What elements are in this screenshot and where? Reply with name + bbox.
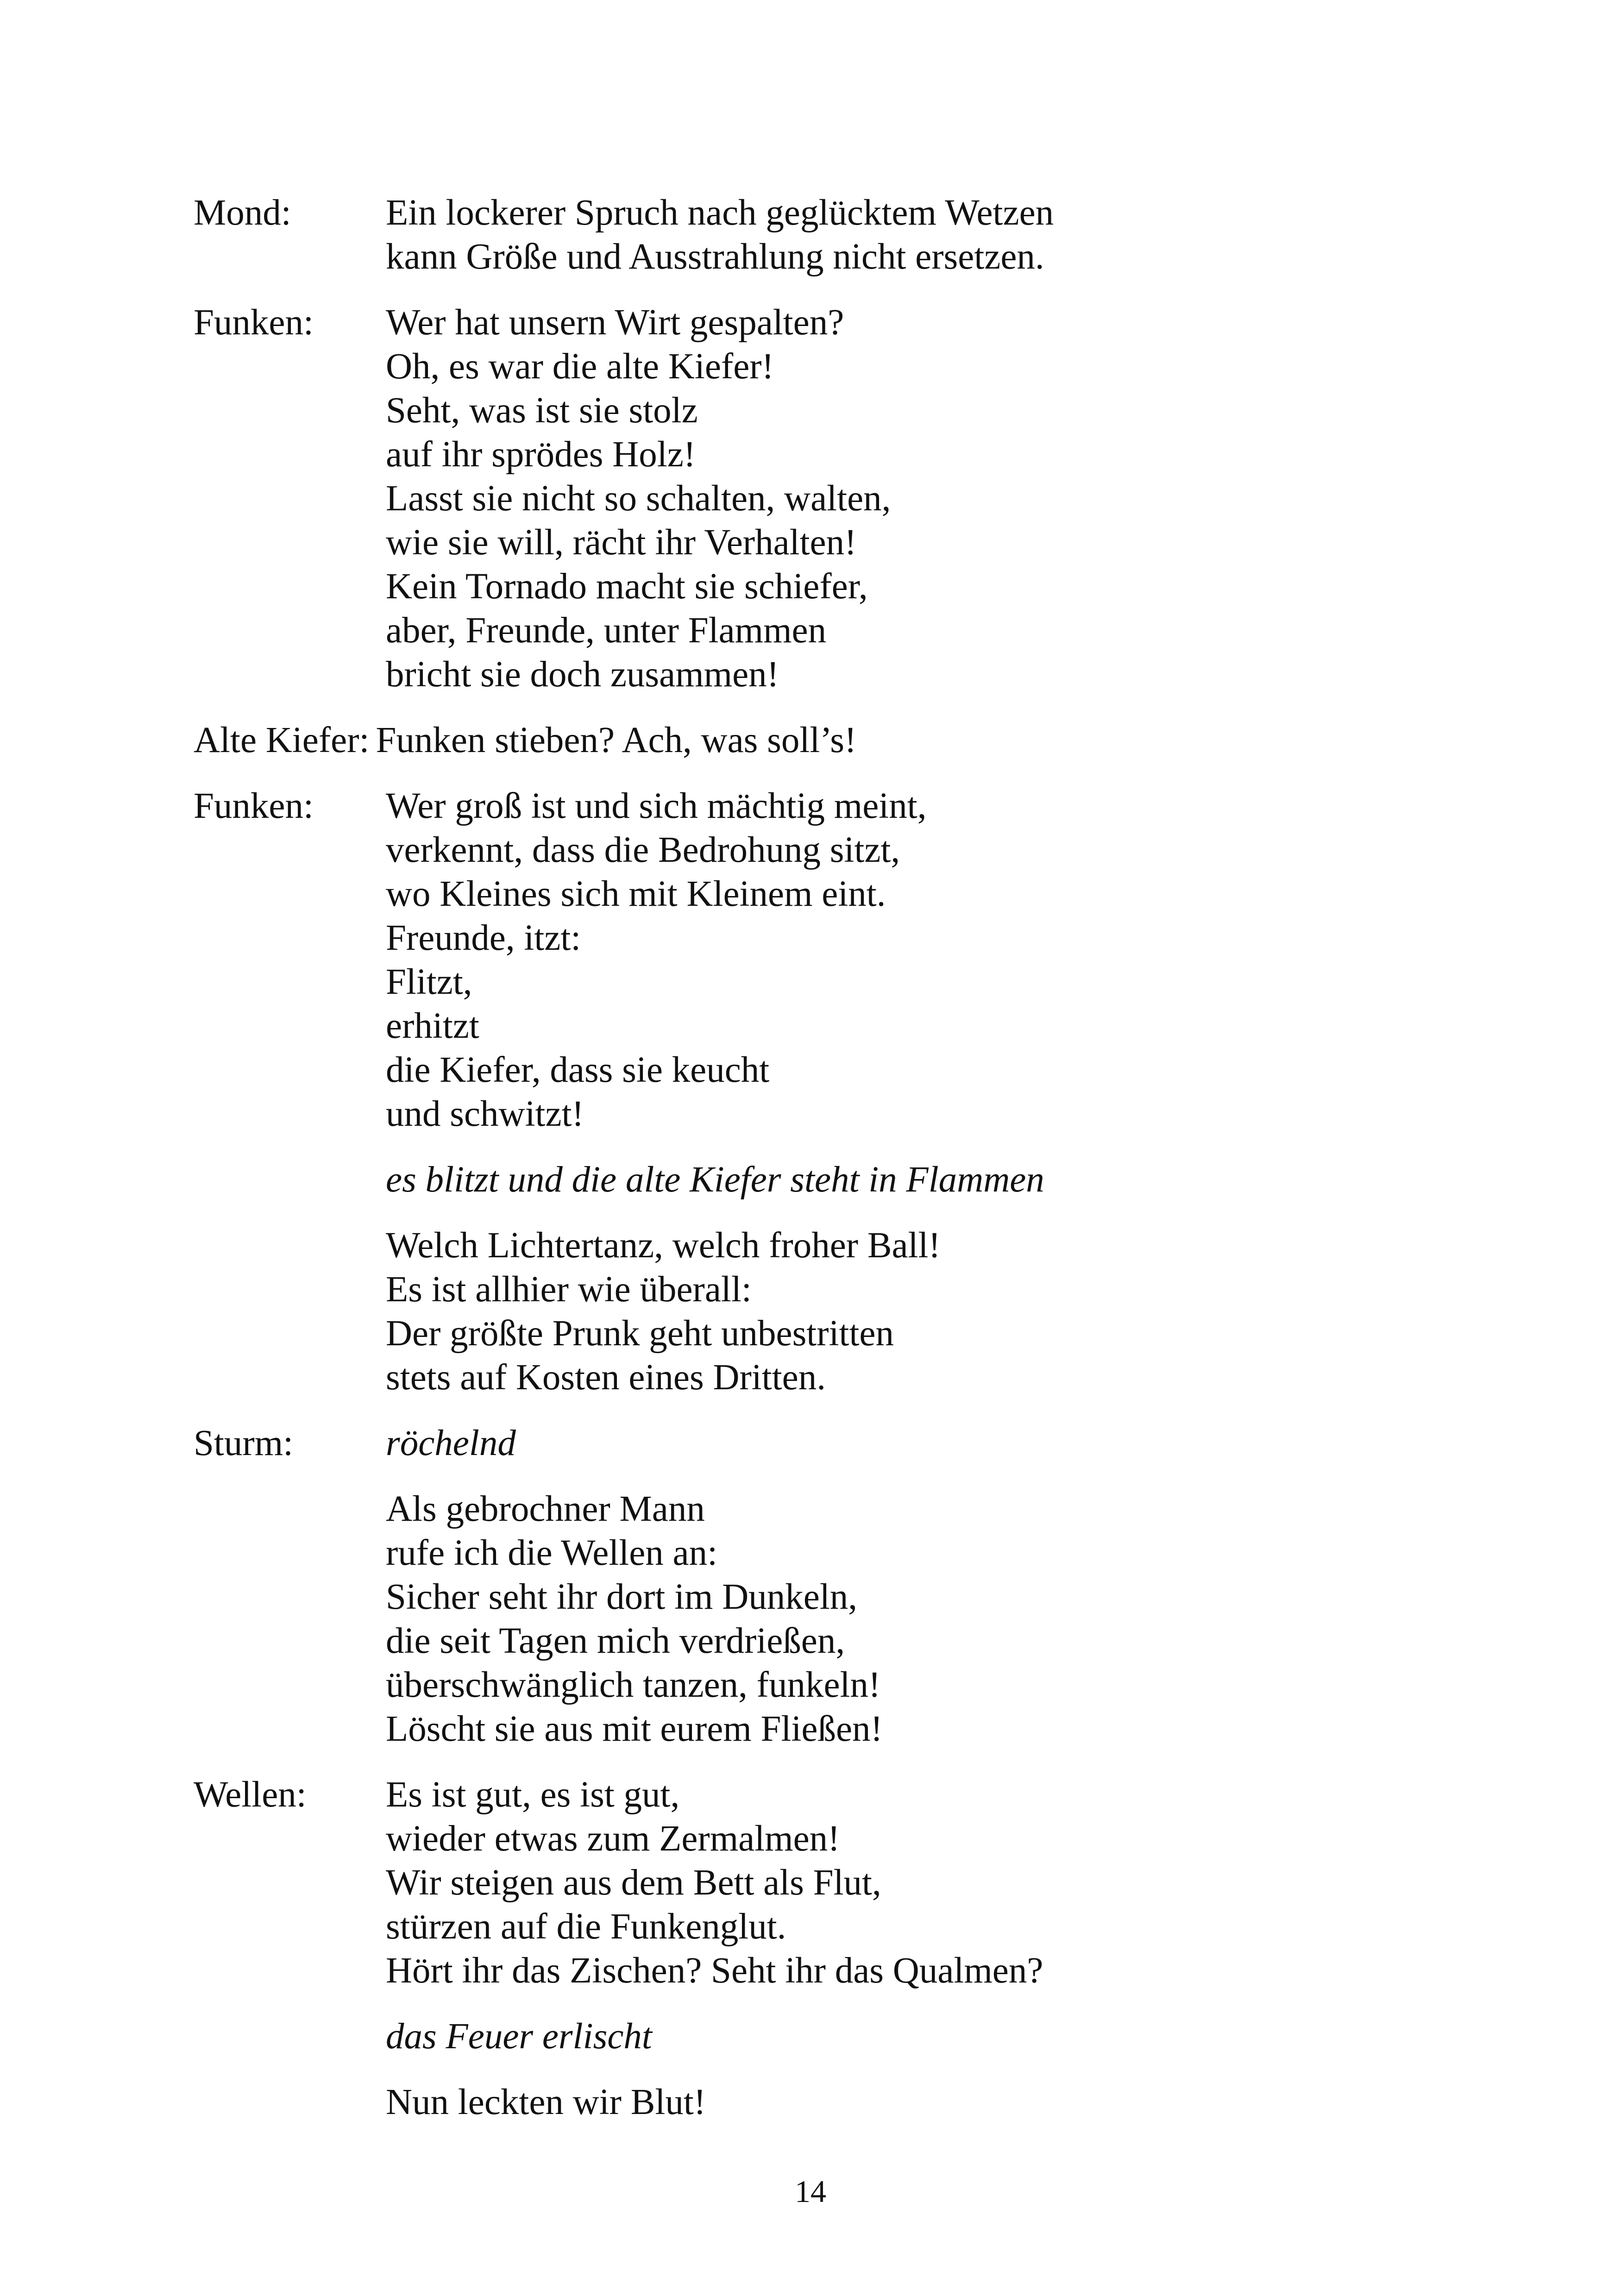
stage-direction: röchelnd xyxy=(386,1423,516,1463)
verse-line: auf ihr sprödes Holz! xyxy=(386,434,696,475)
verse-line: bricht sie doch zusammen! xyxy=(386,654,779,695)
verse-line: Sicher seht ihr dort im Dunkeln, xyxy=(386,1577,858,1617)
dialogue-block-funken xyxy=(194,301,1444,696)
verse-line: Ein lockerer Spruch nach geglücktem Wetzen xyxy=(386,193,1054,233)
verse-lines xyxy=(386,1223,1444,1399)
speaker-name: Funken: xyxy=(194,786,314,826)
verse-line: stets auf Kosten eines Dritten. xyxy=(386,1357,826,1398)
verse-line: wo Kleines sich mit Kleinem eint. xyxy=(386,874,886,914)
verse-lines xyxy=(376,718,856,762)
verse-line: Kein Tornado macht sie schiefer, xyxy=(386,566,868,607)
verse-line: Als gebrochner Mann xyxy=(386,1489,705,1529)
speaker-name: Funken: xyxy=(194,302,314,343)
dialogue-block-funken xyxy=(194,784,1444,1136)
stage-direction: es blitzt und die alte Kiefer steht in Flammen xyxy=(386,1160,1044,1200)
verse-lines xyxy=(386,1487,1444,1751)
verse-line: stürzen auf die Funkenglut. xyxy=(386,1907,786,1947)
speaker-name: Wellen: xyxy=(194,1775,307,1815)
verse-line: wieder etwas zum Zermalmen! xyxy=(386,1819,840,1859)
dialogue-block-sturm xyxy=(194,1421,1444,1465)
verse-line: Nun leckten wir Blut! xyxy=(386,2082,706,2122)
verse-lines xyxy=(386,191,1054,279)
verse-line: rufe ich die Wellen an: xyxy=(386,1533,718,1573)
verse-line: Freunde, itzt: xyxy=(386,918,581,958)
verse-line: Seht, was ist sie stolz xyxy=(386,390,698,431)
verse-line: Es ist gut, es ist gut, xyxy=(386,1775,680,1815)
verse-line: Oh, es war die alte Kiefer! xyxy=(386,346,774,387)
verse-line: verkennt, dass die Bedrohung sitzt, xyxy=(386,830,900,870)
verse-line: die Kiefer, dass sie keucht xyxy=(386,1050,770,1090)
verse-line: kann Größe und Ausstrahlung nicht ersetzen. xyxy=(386,237,1044,277)
verse-line: Hört ihr das Zischen? Seht ihr das Qualmen? xyxy=(386,1951,1043,1991)
play-text xyxy=(194,191,1444,2124)
verse-line: Es ist allhier wie überall: xyxy=(386,1269,752,1310)
verse-line: die seit Tagen mich verdrießen, xyxy=(386,1621,845,1661)
dialogue-block-mond xyxy=(194,191,1444,279)
dialogue-block-wellen xyxy=(194,1773,1444,1993)
verse-line: Wer hat unsern Wirt gespalten? xyxy=(386,302,844,343)
verse-line: Der größte Prunk geht unbestritten xyxy=(386,1313,894,1354)
verse-line: Löscht sie aus mit eurem Fließen! xyxy=(386,1709,883,1749)
verse-line: wie sie will, rächt ihr Verhalten! xyxy=(386,522,857,563)
dialogue-block-alte-kiefer xyxy=(194,718,1444,762)
speaker-name: Mond: xyxy=(194,193,291,233)
verse-line: Wer groß ist und sich mächtig meint, xyxy=(386,786,927,826)
verse-line: Lasst sie nicht so schalten, walten, xyxy=(386,478,891,519)
verse-line: und schwitzt! xyxy=(386,1094,584,1134)
verse-line: überschwänglich tanzen, funkeln! xyxy=(386,1665,881,1705)
verse-lines xyxy=(386,301,891,696)
verse-line: erhitzt xyxy=(386,1006,479,1046)
verse-line: aber, Freunde, unter Flammen xyxy=(386,610,827,651)
verse-lines xyxy=(386,784,926,1136)
verse-line: Wir steigen aus dem Bett als Flut, xyxy=(386,1863,881,1903)
verse-line: Funken stieben? Ach, was soll’s! xyxy=(376,720,857,760)
speaker-name: Alte Kiefer: xyxy=(194,720,370,760)
verse-line: Welch Lichtertanz, welch froher Ball! xyxy=(386,1225,941,1266)
speaker-name: Sturm: xyxy=(194,1423,294,1463)
stage-direction: das Feuer erlischt xyxy=(386,2016,652,2057)
verse-lines xyxy=(386,1773,1043,1993)
verse-lines xyxy=(386,2080,1444,2124)
verse-line: Flitzt, xyxy=(386,962,472,1002)
page-number: 14 xyxy=(795,2174,826,2209)
